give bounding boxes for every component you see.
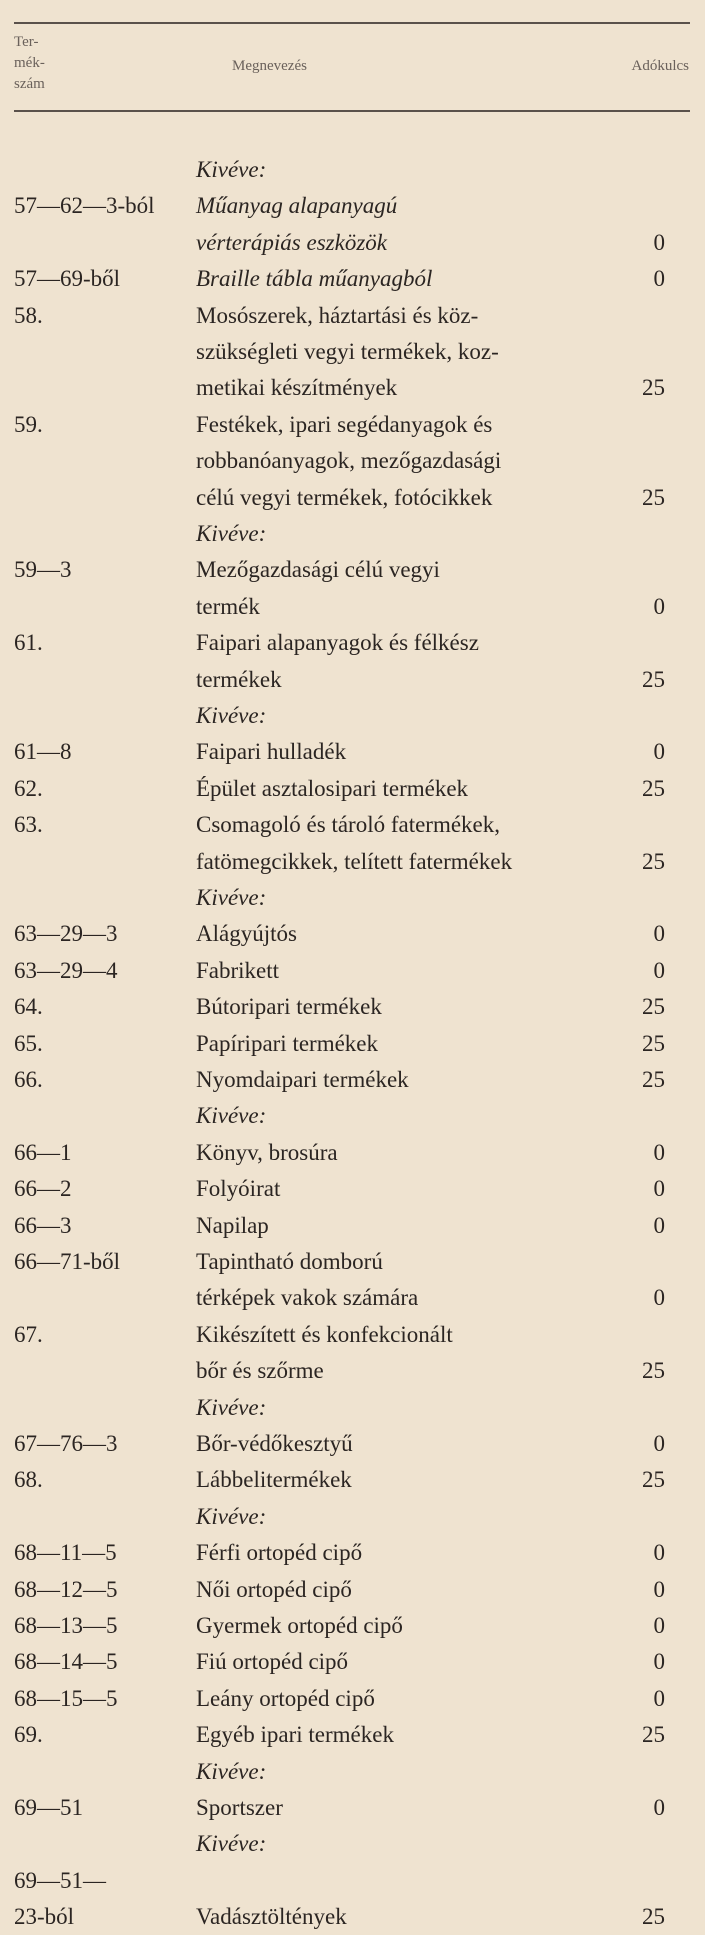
column-header-code [14, 32, 94, 95]
product-name: Faipari alapanyagok és félkész [196, 630, 479, 655]
table-row [0, 1681, 705, 1717]
tax-rate: 25 [642, 485, 665, 510]
table-row [0, 1790, 705, 1826]
tax-rate: 0 [653, 1213, 665, 1238]
product-code: 61. [14, 630, 43, 655]
table-row [0, 1572, 705, 1608]
tax-rate: 25 [642, 849, 665, 874]
tax-rate: 0 [653, 1577, 665, 1602]
product-name: Könyv, brosúra [196, 1140, 338, 1165]
table-row [0, 516, 705, 552]
table-row [0, 552, 705, 588]
table-row [0, 1280, 705, 1316]
product-code: 66—71-ből [14, 1249, 121, 1274]
product-name: Mosószerek, háztartási és köz- [196, 303, 479, 328]
product-code: 66—3 [14, 1213, 72, 1238]
table-row [0, 1208, 705, 1244]
product-code: 67. [14, 1322, 43, 1347]
table-row [0, 1171, 705, 1207]
product-name: vérterápiás eszközök [196, 230, 387, 255]
table-row [0, 953, 705, 989]
product-name: Tapintható domború [196, 1249, 383, 1274]
product-code: 66—1 [14, 1140, 72, 1165]
table-row [0, 1062, 705, 1098]
table-row [0, 188, 705, 224]
product-code: 66. [14, 1067, 43, 1092]
product-name: Kivéve: [196, 1504, 267, 1529]
tax-rate: 0 [653, 1686, 665, 1711]
table-row [0, 1098, 705, 1134]
tax-rate: 0 [653, 1140, 665, 1165]
product-name: termékek [196, 667, 282, 692]
table-row [0, 1317, 705, 1353]
table-row [0, 370, 705, 406]
product-name: Kivéve: [196, 703, 267, 728]
table-row [0, 807, 705, 843]
product-name: Férfi ortopéd cipő [196, 1540, 363, 1565]
product-code: 68—12—5 [14, 1577, 118, 1602]
product-name: metikai készítmények [196, 375, 398, 400]
table-row [0, 734, 705, 770]
product-code: 63. [14, 812, 43, 837]
product-name: Alágyújtós [196, 921, 297, 946]
product-name: termék [196, 594, 260, 619]
table-row [0, 916, 705, 952]
product-code: 64. [14, 994, 43, 1019]
table-row [0, 698, 705, 734]
product-name: Épület asztalosipari termékek [196, 776, 469, 801]
product-name: Napilap [196, 1213, 269, 1238]
table-row [0, 1899, 705, 1935]
product-name: szükségleti vegyi termékek, koz- [196, 339, 499, 364]
table-row [0, 1390, 705, 1426]
table-row [0, 152, 705, 188]
product-code: 65. [14, 1031, 43, 1056]
product-name: Nyomdaipari termékek [196, 1067, 409, 1092]
table-row [0, 1863, 705, 1899]
product-name: Sportszer [196, 1795, 283, 1820]
product-name: Braille tábla műanyagból [196, 266, 433, 291]
tax-rate: 25 [642, 994, 665, 1019]
product-code: 57—62—3-ból [14, 193, 155, 218]
product-name: Kivéve: [196, 157, 267, 182]
code-header-line-2: mék- [14, 55, 45, 71]
product-name: térképek vakok számára [196, 1285, 419, 1310]
table-row [0, 480, 705, 516]
table-row [0, 1717, 705, 1753]
product-code: 59. [14, 412, 43, 437]
table-row [0, 625, 705, 661]
table-row [0, 443, 705, 479]
product-code: 63—29—3 [14, 921, 118, 946]
tax-rate: 25 [642, 667, 665, 692]
product-name: Bútoripari termékek [196, 994, 382, 1019]
product-name: Lábbelitermékek [196, 1467, 352, 1492]
product-name: Kikészített és konfekcionált [196, 1322, 453, 1347]
table-row [0, 1499, 705, 1535]
column-header-rate: Adókulcs [631, 58, 689, 74]
product-name: Gyermek ortopéd cipő [196, 1613, 403, 1638]
tax-rate: 25 [642, 1067, 665, 1092]
product-code: 68—13—5 [14, 1613, 118, 1638]
product-code: 63—29—4 [14, 958, 118, 983]
product-name: Bőr-védőkesztyű [196, 1431, 353, 1456]
tax-rate: 0 [653, 739, 665, 764]
code-header-line-3: szám [14, 76, 45, 92]
tax-rate: 0 [653, 958, 665, 983]
table-row [0, 989, 705, 1025]
table-row [0, 1026, 705, 1062]
product-name: Fabrikett [196, 958, 280, 983]
tax-rate: 0 [653, 1285, 665, 1310]
product-name: Kivéve: [196, 521, 267, 546]
table-row [0, 1353, 705, 1389]
table-row [0, 1244, 705, 1280]
product-name: Papíripari termékek [196, 1031, 379, 1056]
product-code: 57—69-ből [14, 266, 121, 291]
tax-rate: 0 [653, 1540, 665, 1565]
tax-rate: 0 [653, 1613, 665, 1638]
table-row [0, 1462, 705, 1498]
product-code: 66—2 [14, 1176, 72, 1201]
product-code: 68—15—5 [14, 1686, 118, 1711]
product-name: célú vegyi termékek, fotócikkek [196, 485, 493, 510]
tax-rate: 0 [653, 266, 665, 291]
tax-rate: 0 [653, 594, 665, 619]
product-name: Kivéve: [196, 1395, 267, 1420]
tax-rate: 0 [653, 1795, 665, 1820]
product-name: bőr és szőrme [196, 1358, 324, 1383]
product-code: 23-ból [14, 1904, 75, 1929]
product-code: 61—8 [14, 739, 72, 764]
tax-rate: 25 [642, 1358, 665, 1383]
tax-rate: 0 [653, 1431, 665, 1456]
product-code: 58. [14, 303, 43, 328]
header-rule [14, 110, 690, 112]
table-row [0, 1754, 705, 1790]
table-row [0, 1608, 705, 1644]
table-row [0, 1644, 705, 1680]
product-code: 69—51 [14, 1795, 83, 1820]
tax-rate: 0 [653, 921, 665, 946]
table-row [0, 880, 705, 916]
column-header-name: Megnevezés [232, 58, 307, 74]
product-code: 59—3 [14, 557, 72, 582]
product-code: 67—76—3 [14, 1431, 118, 1456]
product-name: Műanyag alapanyagú [196, 193, 398, 218]
table-row [0, 298, 705, 334]
product-name: robbanóanyagok, mezőgazdasági [196, 448, 502, 473]
tax-rate: 0 [653, 230, 665, 255]
tax-rate: 25 [642, 375, 665, 400]
table-row [0, 407, 705, 443]
table-row [0, 225, 705, 261]
tax-rate: 0 [653, 1649, 665, 1674]
table-row [0, 1135, 705, 1171]
product-name: Mezőgazdasági célú vegyi [196, 557, 440, 582]
product-code: 69—51— [14, 1868, 106, 1893]
product-name: fatömegcikkek, telített fatermékek [196, 849, 513, 874]
product-code: 69. [14, 1722, 43, 1747]
product-code: 68. [14, 1467, 43, 1492]
product-code: 68—14—5 [14, 1649, 118, 1674]
product-code: 62. [14, 776, 43, 801]
product-name: Csomagoló és tároló fatermékek, [196, 812, 501, 837]
table-row [0, 334, 705, 370]
table-row [0, 1535, 705, 1571]
product-name: Kivéve: [196, 1831, 267, 1856]
product-code: 68—11—5 [14, 1540, 117, 1565]
tax-rate: 0 [653, 1176, 665, 1201]
table-row [0, 261, 705, 297]
product-name: Női ortopéd cipő [196, 1577, 352, 1602]
tax-rate: 25 [642, 1467, 665, 1492]
tax-rate: 25 [642, 776, 665, 801]
product-name: Folyóirat [196, 1176, 281, 1201]
table-row [0, 589, 705, 625]
product-name: Kivéve: [196, 1103, 267, 1128]
tax-rate: 25 [642, 1031, 665, 1056]
product-name: Kivéve: [196, 885, 267, 910]
tax-rate: 25 [642, 1722, 665, 1747]
product-name: Vadásztöltények [196, 1904, 347, 1929]
code-header-line-1: Ter- [14, 34, 39, 50]
table-row [0, 662, 705, 698]
top-rule [14, 22, 690, 24]
product-name: Fiú ortopéd cipő [196, 1649, 349, 1674]
table-row [0, 1826, 705, 1862]
table-row [0, 844, 705, 880]
product-name: Faipari hulladék [196, 739, 347, 764]
product-name: Kivéve: [196, 1759, 267, 1784]
product-name: Leány ortopéd cipő [196, 1686, 375, 1711]
table-row [0, 1426, 705, 1462]
product-name: Egyéb ipari termékek [196, 1722, 394, 1747]
product-name: Festékek, ipari segédanyagok és [196, 412, 493, 437]
tax-rate: 25 [642, 1904, 665, 1929]
table-row [0, 771, 705, 807]
